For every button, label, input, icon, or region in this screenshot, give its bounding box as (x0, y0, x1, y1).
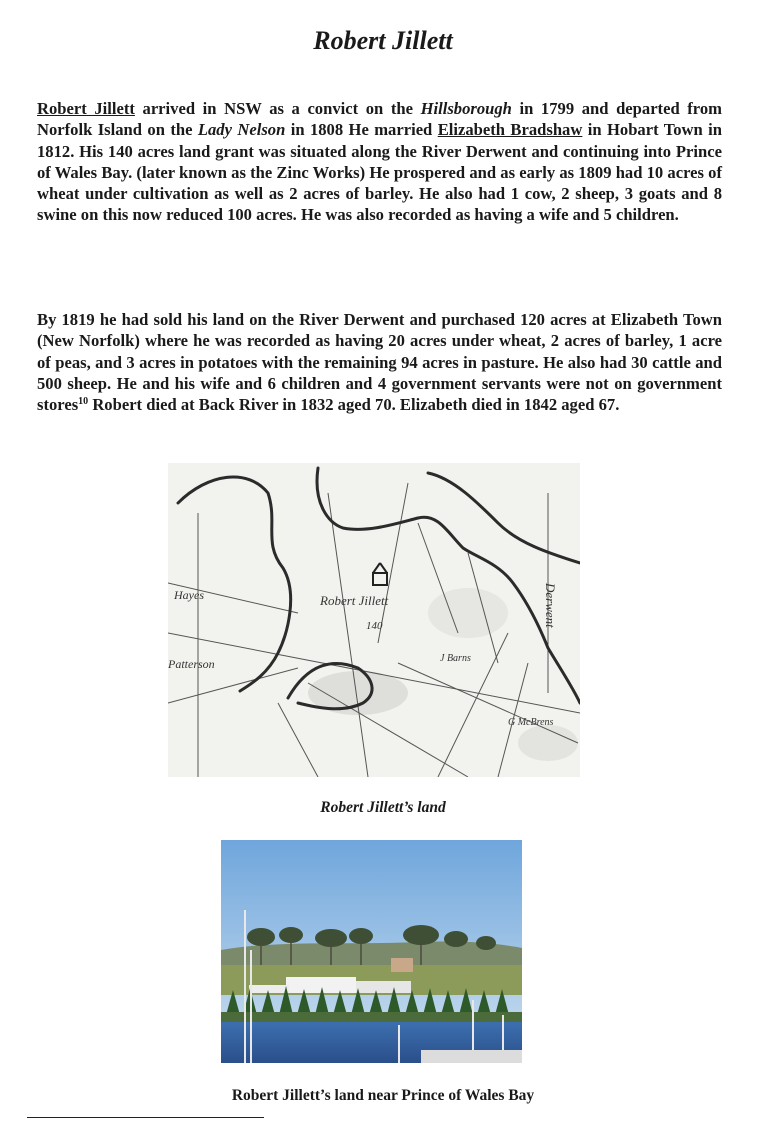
ship-name: Lady Nelson (197, 120, 286, 140)
map-label-barns: J Barns (440, 653, 471, 664)
bay-photo-image (221, 840, 522, 1063)
map-label-robert-jillett: Robert Jillett (320, 593, 389, 608)
footnote-marker: 10 (78, 396, 89, 408)
map-label-river: Derwent (543, 583, 558, 628)
map-label-mcbrens: G McBrens (508, 717, 554, 728)
page-title: Robert Jillett (313, 26, 453, 55)
map-label-patterson: Patterson (168, 657, 215, 671)
map-label-hayes: Hayes (174, 588, 204, 602)
map-label-acres: 140 (366, 620, 383, 632)
photo-caption: Robert Jillett’s land near Prince of Wales Bay (231, 1087, 535, 1104)
footnote-divider (27, 1117, 264, 1118)
bay-photo-drawing (221, 840, 522, 1063)
land-map-drawing (168, 463, 580, 777)
paragraph-1: Robert Jillett arrived in NSW as a convict on the Hillsborough in 1799 and departed from Norfolk Island on the Lady Nelson in 1808 He married Elizabeth Bradshaw in Hobart Town in 1812. His 140 acres land grant was situated along the River Derwent and continuing into Prince of Wales Bay. (later known as the Zinc Works) He prospered and as early as 1809 had 10 acres of wheat under cultivation as well as 2 acres of barley. He also had 1 cow, 2 sheep, 3 goats and 8 swine on this now reduced 100 acres. He was also recorded as having a wife and 5 children. (37, 99, 723, 225)
spouse-name: Elizabeth Bradshaw (437, 120, 583, 140)
map-caption: Robert Jillett’s land (320, 799, 446, 816)
name-link: Robert Jillett (37, 99, 135, 118)
ship-name: Hillsborough (420, 99, 512, 118)
paragraph-2: By 1819 he had sold his land on the River Derwent and purchased 120 acres at Elizabeth Town (New Norfolk) where he was recorded as having 20 acres under wheat, 2 acres of barley, 1 acre of peas, and 3 acres in potatoes with the remaining 94 acres in pasture. He also had 30 cattle and 500 sheep. He and his wife and 6 children and 4 government servants were not on government stores$^{10}$ Robert died at Back River in 1832 aged 70. Elizabeth died in 1842 aged 67. (37, 310, 722, 415)
land-map-image (168, 463, 580, 777)
